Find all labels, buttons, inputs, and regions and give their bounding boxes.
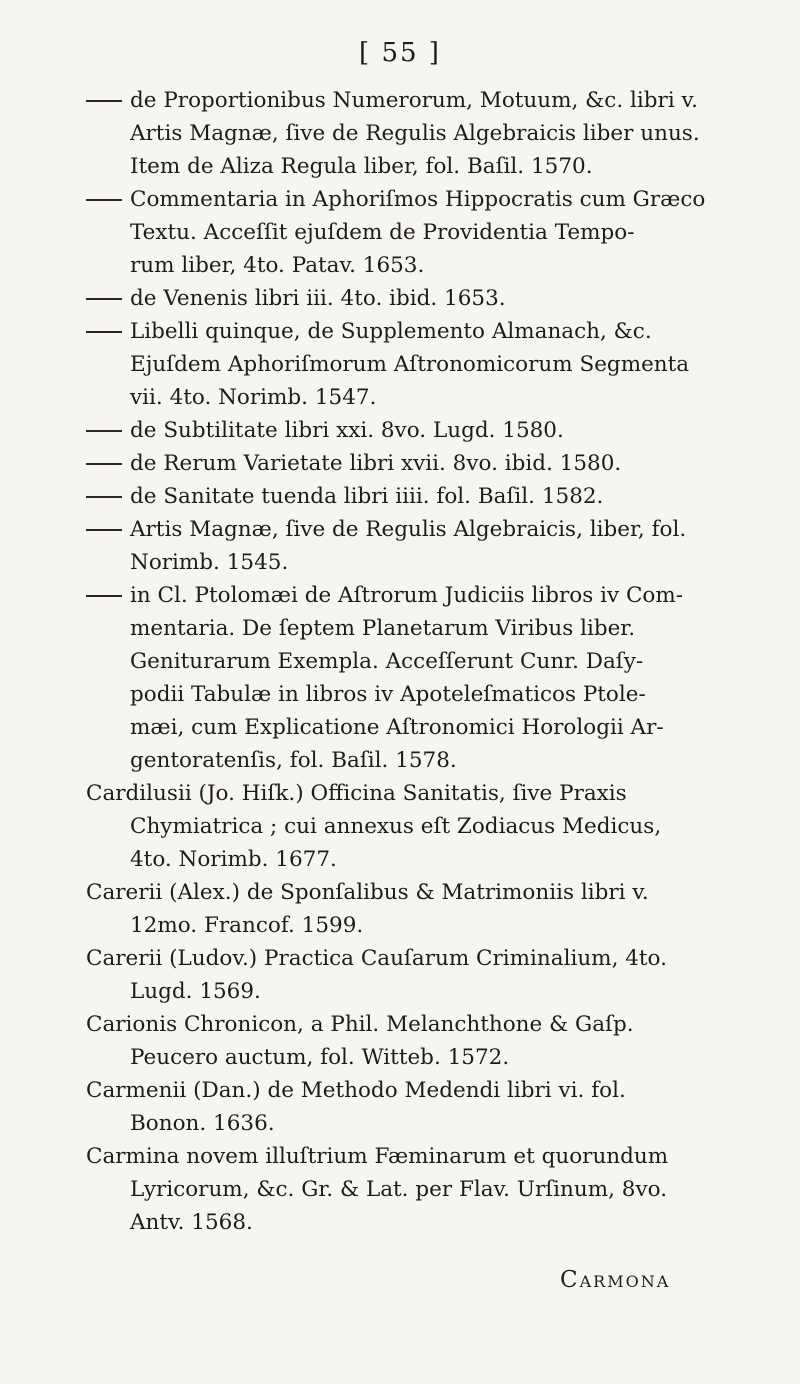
entry-line: vii. 4to. Norimb. 1547. [130,385,377,410]
catchword: Carmona [560,1267,671,1293]
entry-line: de Proportionibus Numerorum, Motuum, &c. libri v. [130,88,698,113]
entry-line: mentaria. De ſeptem Planetarum Viribus liber. [130,616,636,641]
entry-cardilusii [86,777,766,876]
entry-line: Textu. Acceſſit ejuſdem de Providentia Tempo- [130,220,635,245]
entry-line: Lugd. 1569. [130,979,261,1004]
ditto-dash [86,496,122,498]
entry-de-sanitate-tuenda [86,480,766,513]
entry-line: de Venenis libri iii. 4to. ibid. 1653. [130,286,506,311]
ditto-dash [86,595,122,597]
entry-carerii-ludov [86,942,766,1008]
entry-line: de Rerum Varietate libri xvii. 8vo. ibid. 1580. [130,451,622,476]
entry-line: 12mo. Francof. 1599. [130,913,364,938]
entry-de-subtilitate [86,414,766,447]
entry-line: Chymiatrica ; cui annexus eſt Zodiacus Medicus, [130,814,662,839]
entry-de-rerum-varietate [86,447,766,480]
entry-line: Geniturarum Exempla. Acceſſerunt Cunr. Daſy- [130,649,644,674]
entry-line: Bonon. 1636. [130,1111,275,1136]
entry-line: gentoratenſis, fol. Baſil. 1578. [130,748,457,773]
entry-carerii-alex [86,876,766,942]
entry-carionis [86,1008,766,1074]
entry-line: 4to. Norimb. 1677. [130,847,337,872]
entry-carmina [86,1140,766,1239]
entry-line: Carmina novem illuſtrium Fæminarum et quorundum [86,1144,669,1169]
entry-line: Cardilusii (Jo. Hiſk.) Officina Sanitatis, ſive Praxis [86,781,627,806]
ditto-dash [86,199,122,201]
entry-line: Carerii (Alex.) de Sponſalibus & Matrimoniis libri v. [86,880,649,905]
entry-line: Peucero auctum, fol. Witteb. 1572. [130,1045,510,1070]
ditto-dash [86,100,122,102]
entry-line: Lyricorum, &c. Gr. & Lat. per Flav. Urſinum, 8vo. [130,1177,668,1202]
entry-line: Ejuſdem Aphoriſmorum Aſtronomicorum Segmenta [130,352,690,377]
entry-line: de Subtilitate libri xxi. 8vo. Lugd. 1580. [130,418,564,443]
page-number: [ 55 ] [359,38,441,68]
entry-line: de Sanitate tuenda libri iiii. fol. Baſil. 1582. [130,484,604,509]
entry-line: Artis Magnæ, ſive de Regulis Algebraicis, liber, fol. [130,517,687,542]
entry-carmenii [86,1074,766,1140]
entry-line: Antv. 1568. [130,1210,253,1235]
ditto-dash [86,529,122,531]
entry-line: Commentaria in Aphoriſmos Hippocratis cum Græco [130,187,706,212]
entry-line: Artis Magnæ, ſive de Regulis Algebraicis liber unus. [130,121,700,146]
entry-line: Carerii (Ludov.) Practica Cauſarum Criminalium, 4to. [86,946,667,971]
ditto-dash [86,463,122,465]
entry-line: rum liber, 4to. Patav. 1653. [130,253,425,278]
ditto-dash [86,331,122,333]
entry-line: Carmenii (Dan.) de Methodo Medendi libri vi. fol. [86,1078,626,1103]
entry-commentaria-hippocratis [86,183,766,282]
entry-libelli-quinque [86,315,766,414]
ditto-dash [86,298,122,300]
ditto-dash [86,430,122,432]
entry-line: in Cl. Ptolomæi de Aſtrorum Judiciis libros iv Com- [130,583,684,608]
entry-artis-magnae [86,513,766,579]
entry-line: Carionis Chronicon, a Phil. Melanchthone & Gaſp. [86,1012,634,1037]
entry-line: podii Tabulæ in libros iv Apoteleſmaticos Ptole- [130,682,646,707]
entry-proportionibus [86,84,766,183]
entry-line: Norimb. 1545. [130,550,289,575]
entry-line: mæi, cum Explicatione Aſtronomici Horologii Ar- [130,715,664,740]
entry-line: Libelli quinque, de Supplemento Almanach, &c. [130,319,652,344]
entry-in-ptolomaei [86,579,766,777]
bibliography-entries [86,84,766,1239]
entry-de-venenis [86,282,766,315]
entry-line: Item de Aliza Regula liber, fol. Baſil. 1570. [130,154,593,179]
